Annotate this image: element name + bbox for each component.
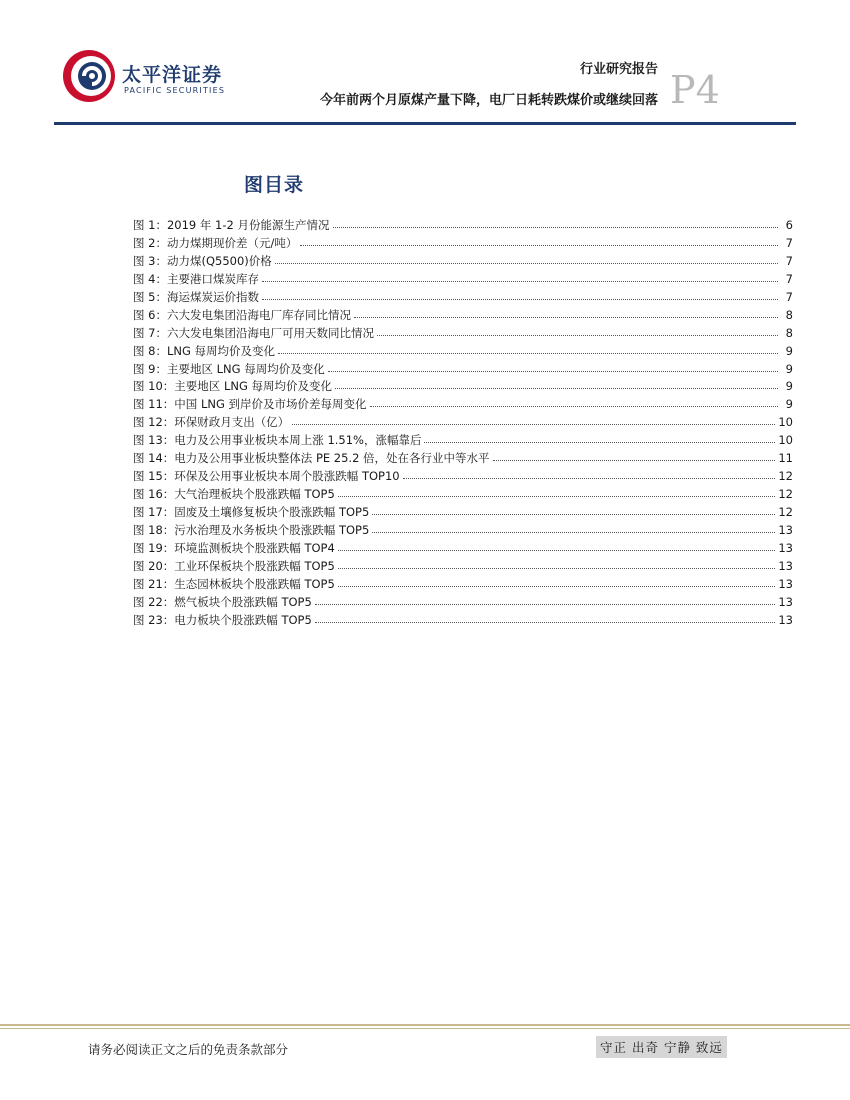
toc-item-label: 图 10：主要地区 LNG 每周均价及变化 <box>133 379 333 394</box>
toc-item-label: 图 1：2019 年 1-2 月份能源生产情况 <box>133 218 330 232</box>
toc-item[interactable] <box>133 540 793 558</box>
toc-item[interactable] <box>133 468 793 486</box>
report-type: 行业研究报告 <box>579 62 658 77</box>
company-logo <box>60 46 230 106</box>
toc-item[interactable] <box>133 343 793 361</box>
toc-item[interactable] <box>133 414 793 432</box>
company-name-en: PACIFIC SECURITIES <box>124 86 226 95</box>
toc-item-label: 图 7：六大发电集团沿海电厂可用天数同比情况 <box>133 325 374 340</box>
toc-item-label: 图 20：工业环保板块个股涨跌幅 TOP5 <box>133 558 335 573</box>
report-title: 今年前两个月原煤产量下降，电厂日耗转跌煤价或继续回落 <box>319 93 658 108</box>
toc-dot-leader <box>372 505 775 515</box>
toc-item-page: 10 <box>778 415 793 430</box>
toc-dot-leader <box>275 254 778 264</box>
toc-item[interactable] <box>133 253 793 271</box>
toc-item-label: 图 2：动力煤期现价差（元/吨） <box>133 235 298 250</box>
footer-divider-thin <box>0 1028 850 1029</box>
toc-item-page: 7 <box>785 271 793 286</box>
company-name-cn: 太平洋证券 <box>122 64 223 86</box>
pacific-securities-emblem-icon <box>60 46 118 106</box>
page-number: P4 <box>670 68 720 112</box>
footer-disclaimer: 请务必阅读正文之后的免责条款部分 <box>88 1042 289 1057</box>
toc-dot-leader <box>354 308 778 318</box>
toc-item[interactable] <box>133 325 793 343</box>
toc-dot-leader <box>335 379 778 389</box>
toc-item-label: 图 19：环境监测板块个股涨跌幅 TOP4 <box>133 540 335 555</box>
toc-item-label: 图 13：电力及公用事业板块本周上涨 1.51%，涨幅靠后 <box>133 433 422 448</box>
toc-dot-leader <box>292 415 775 425</box>
footer-divider <box>0 1024 850 1026</box>
toc-item-page: 12 <box>778 487 793 502</box>
toc-dot-leader <box>278 344 778 354</box>
toc-dot-leader <box>493 451 776 461</box>
toc-item-page: 8 <box>785 307 793 322</box>
toc-item-page: 9 <box>785 379 793 394</box>
toc-item-label: 图 6：六大发电集团沿海电厂库存同比情况 <box>133 307 351 322</box>
toc-item-page: 12 <box>778 505 793 519</box>
toc-item-page: 11 <box>778 451 793 466</box>
toc-item[interactable] <box>133 522 793 540</box>
toc-item-page: 7 <box>785 253 793 268</box>
toc-item-page: 9 <box>785 343 793 358</box>
toc-item[interactable] <box>133 594 793 612</box>
toc-item-label: 图 9：主要地区 LNG 每周均价及变化 <box>133 361 325 376</box>
toc-item-page: 13 <box>778 612 793 627</box>
toc-dot-leader <box>338 487 776 497</box>
toc-item-page: 9 <box>785 397 793 412</box>
toc-item-label: 图 15：环保及公用事业板块本周个股涨跌幅 TOP10 <box>133 469 400 484</box>
toc-item-label: 图 17：固废及土壤修复板块个股涨跌幅 TOP5 <box>133 505 370 519</box>
toc-item-label: 图 21：生态园林板块个股涨跌幅 TOP5 <box>133 576 335 591</box>
toc-item-page: 6 <box>785 218 793 232</box>
toc-item-page: 7 <box>785 289 793 304</box>
toc-heading: 图目录 <box>244 174 305 196</box>
toc-item[interactable] <box>133 217 793 235</box>
toc-dot-leader <box>328 362 778 372</box>
figure-toc-list <box>133 217 793 630</box>
toc-dot-leader <box>403 469 776 479</box>
toc-item-page: 13 <box>778 594 793 609</box>
toc-item[interactable] <box>133 576 793 594</box>
footer-motto: 守正 出奇 宁静 致远 <box>596 1036 727 1058</box>
toc-dot-leader <box>333 218 779 228</box>
header-divider <box>54 122 796 125</box>
toc-item[interactable] <box>133 558 793 576</box>
toc-item[interactable] <box>133 504 793 522</box>
toc-item-label: 图 11：中国 LNG 到岸价及市场价差每周变化 <box>133 397 367 412</box>
toc-item-label: 图 22：燃气板块个股涨跌幅 TOP5 <box>133 594 312 609</box>
toc-item[interactable] <box>133 361 793 379</box>
toc-item-page: 13 <box>778 522 793 537</box>
toc-item-page: 8 <box>785 325 793 340</box>
toc-item-label: 图 23：电力板块个股涨跌幅 TOP5 <box>133 612 312 627</box>
toc-item-page: 13 <box>778 576 793 591</box>
toc-item[interactable] <box>133 289 793 307</box>
toc-dot-leader <box>315 595 776 605</box>
toc-dot-leader <box>300 236 778 246</box>
toc-item-label: 图 12：环保财政月支出（亿） <box>133 415 290 430</box>
toc-item-label: 图 3：动力煤(Q5500)价格 <box>133 253 272 268</box>
toc-item[interactable] <box>133 432 793 450</box>
toc-item[interactable] <box>133 378 793 396</box>
toc-item-page: 13 <box>778 558 793 573</box>
toc-item[interactable] <box>133 450 793 468</box>
toc-item-page: 7 <box>785 235 793 250</box>
toc-item[interactable] <box>133 307 793 325</box>
toc-item-page: 10 <box>778 433 793 448</box>
toc-dot-leader <box>338 559 776 569</box>
toc-item-label: 图 4：主要港口煤炭库存 <box>133 271 259 286</box>
toc-item[interactable] <box>133 612 793 630</box>
toc-item-page: 9 <box>785 361 793 376</box>
toc-item-label: 图 8：LNG 每周均价及变化 <box>133 343 276 358</box>
toc-item[interactable] <box>133 235 793 253</box>
toc-item-label: 图 18：污水治理及水务板块个股涨跌幅 TOP5 <box>133 522 370 537</box>
toc-item-page: 12 <box>778 469 793 484</box>
toc-dot-leader <box>424 433 775 443</box>
toc-item-label: 图 16：大气治理板块个股涨跌幅 TOP5 <box>133 487 335 502</box>
toc-dot-leader <box>372 523 775 533</box>
toc-item[interactable] <box>133 396 793 414</box>
toc-dot-leader <box>370 397 778 407</box>
toc-dot-leader <box>377 326 778 336</box>
toc-item-page: 13 <box>778 540 793 555</box>
toc-item-label: 图 5：海运煤炭运价指数 <box>133 289 259 304</box>
toc-item[interactable] <box>133 486 793 504</box>
toc-dot-leader <box>262 272 778 282</box>
toc-item-label: 图 14：电力及公用事业板块整体法 PE 25.2 倍，处在各行业中等水平 <box>133 451 490 466</box>
toc-dot-leader <box>315 613 776 623</box>
toc-dot-leader <box>338 577 776 587</box>
toc-item[interactable] <box>133 271 793 289</box>
toc-dot-leader <box>262 290 778 300</box>
toc-dot-leader <box>338 541 776 551</box>
